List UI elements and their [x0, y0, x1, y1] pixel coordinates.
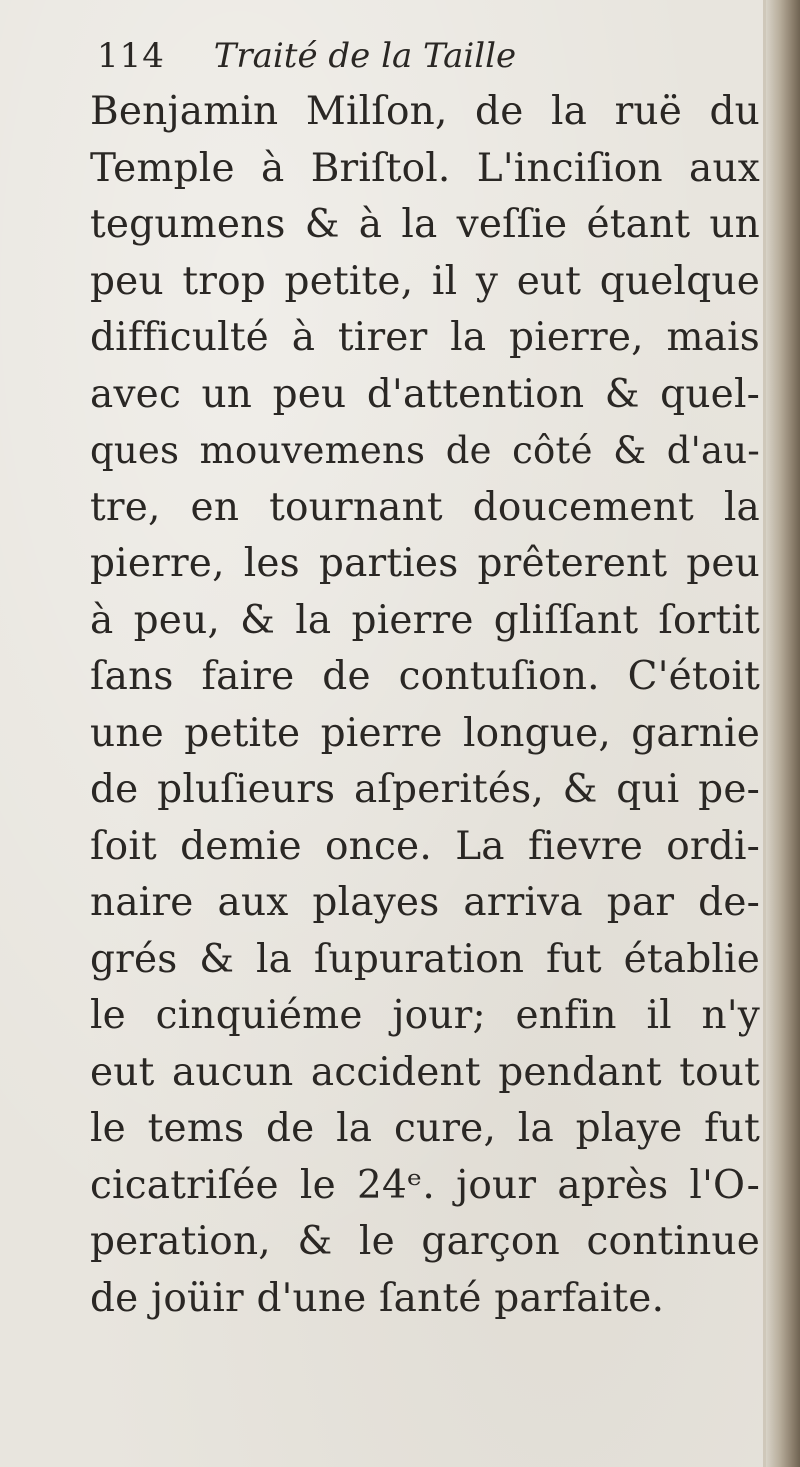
text-line: difficulté à tirer la pierre, mais	[90, 315, 760, 360]
text-line: Benjamin Milſon, de la ruë du	[90, 89, 760, 134]
text-line: cicatriſée le 24ᵉ. jour après l'O-	[90, 1162, 760, 1208]
text-line: à peu, & la pierre gliſſant ſortit	[90, 597, 760, 643]
text-line: grés & la ſupuration fut établie	[90, 936, 760, 982]
text-line: le cinquiéme jour; enfin il n'y	[90, 993, 760, 1038]
text-line: peu trop petite, il y eut quelque	[90, 258, 760, 304]
page-number: 114	[97, 36, 165, 76]
text-line: le tems de la cure, la playe fut	[90, 1106, 760, 1151]
text-line: ſans faire de contuſion. C'étoit	[90, 654, 760, 699]
text-line: tre, en tournant doucement la	[90, 484, 760, 530]
text-line: une petite pierre longue, garnie	[90, 710, 760, 756]
text-line: Temple à Briſtol. L'inciſion aux	[90, 145, 760, 191]
book-binding-edge	[766, 0, 800, 1467]
text-line: de pluſieurs aſperités, & qui pe-	[90, 767, 760, 812]
body-text	[90, 84, 760, 1327]
text-line: avec un peu d'attention & quel-	[90, 371, 760, 417]
text-line: ques mouvemens de côté & d'au-	[90, 429, 760, 472]
text-line: eut aucun accident pendant tout	[90, 1049, 760, 1095]
text-line: pierre, les parties prêterent peu	[90, 541, 760, 586]
page-header	[97, 28, 717, 84]
text-line: tegumens & à la veſſie étant un	[90, 202, 760, 247]
text-line: de joüir d'une ſanté parfaite.	[90, 1275, 665, 1321]
text-line: ſoit demie once. La fievre ordi-	[90, 823, 760, 869]
text-line: naire aux playes arriva par de-	[90, 880, 760, 925]
text-line: peration, & le garçon continue	[90, 1219, 760, 1264]
running-title: Traité de la Taille	[213, 36, 517, 76]
